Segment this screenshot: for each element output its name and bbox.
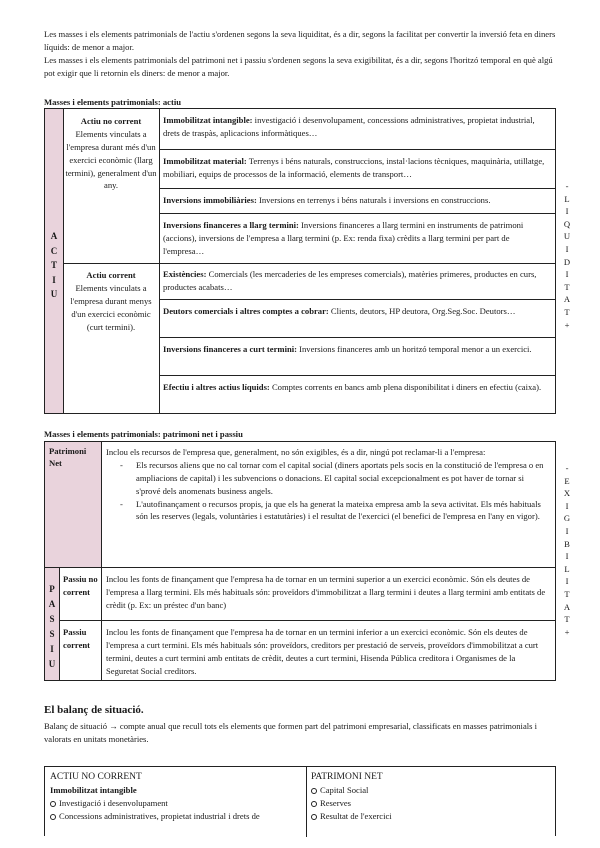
passiu-side-letters: P A S S I U <box>48 584 56 669</box>
actiu-row-immobiliaries: Inversions immobiliàries: Inversions en terrenys i béns naturals i inversions en construccions. <box>163 195 491 205</box>
intro-paragraph-2: Les masses i els elements patrimonials del patrimoni net i passiu s'ordenen segons la seva exigibilitat, és a dir, segons l'horitzó temporal en què algú pot exigir que li retornin els diners: de menor a major. <box>44 54 553 78</box>
balanc-left-item: Investigació i desenvolupament <box>50 797 302 810</box>
balanc-table <box>44 766 556 836</box>
liquiditat-arrow-label: - L I Q U I D I T A T + <box>563 181 571 330</box>
actiu-no-corrent-title: Actiu no corrent <box>80 116 142 126</box>
passiu-no-corrent-title: Passiu no corrent <box>63 574 98 597</box>
patrimoni-net-intro: Inclou els recursos de l'empresa que, generalment, no són exigibles, és a dir, ningú pot reclamar-li a l'empresa: <box>106 447 486 457</box>
actiu-row-intangible: Immobilitzat intangible: investigació i desenvolupament, concessions administratives, propietat industrial, drets de traspàs, aplicacions informàtiques… <box>163 115 535 138</box>
balanc-right-column <box>311 770 551 823</box>
actiu-corrent-title: Actiu corrent <box>86 270 136 280</box>
passiu-table <box>44 441 556 681</box>
passiu-corrent-title: Passiu corrent <box>63 627 91 650</box>
actiu-no-corrent-cell <box>65 115 157 192</box>
actiu-table <box>44 108 556 414</box>
actiu-row-financeres-llarg: Inversions financeres a llarg termini: Inversions financeres a llarg termini en instruments de patrimoni (accions), inversions de l'empresa a llarg termini (p. Ex: renda fixa) crèdits a llarg termini per part de l'empresa… <box>163 220 524 256</box>
patrimoni-net-content <box>106 446 548 523</box>
actiu-side-letters: A C T I U <box>50 231 58 299</box>
balanc-right-item: Resultat de l'exercici <box>311 810 551 823</box>
balanc-description: Balanç de situació → compte anual que recull tots els elements que formen part del patrimoni empresarial, classificats en masses patrimonials i valorats en unitats monetàries. <box>44 721 538 744</box>
balanc-right-title: PATRIMONI NET <box>311 772 383 782</box>
balanc-right-item: Reserves <box>311 797 551 810</box>
actiu-row-deutors: Deutors comercials i altres comptes a cobrar: Clients, deutors, HP deutora, Org.Seg.Soc. Deutors… <box>163 306 516 316</box>
actiu-no-corrent-desc: Elements vinculats a l'empresa durant més d'un exercici econòmic (llarg termini), generalment d'un any. <box>65 128 157 191</box>
patrimoni-net-item: - L'autofinançament o recursos propis, ja que els ha generat la mateixa empresa amb la seva activitat. Els més habituals són les reserves (legals, voluntàries i estatutàries) i el resultat de l'exercici (el benefici de l'empresa en l'any en vigor). <box>120 498 548 524</box>
actiu-row-efectiu: Efectiu i altres actius líquids: Comptes corrents en bancs amb plena disponibilitat i diners en efectiu (caixa). <box>163 382 542 392</box>
passiu-no-corrent-text: Inclou les fonts de finançament que l'empresa ha de tornar en un termini superior a un exercici econòmic. Són els deutes de l'empresa a llarg termini. Els més habituals són: proveïdors d'immobilitzat a llarg termini i deutes a llarg termini amb entitats de crèdit (p. Ex: un préstec d'un banc) <box>106 574 546 610</box>
balanc-left-subtitle: Immobilitzat intangible <box>50 785 137 796</box>
balanc-left-title: ACTIU NO CORRENT <box>50 772 142 782</box>
actiu-corrent-desc: Elements vinculats a l'empresa durant menys d'un exercici econòmic (curt termini). <box>70 282 152 332</box>
balanc-left-column <box>50 770 302 823</box>
balanc-right-item: Capital Social <box>311 784 551 797</box>
exigibilitat-arrow-label: - E X I G I B I L I T A T + <box>563 463 571 637</box>
patrimoni-net-title: Patrimoni Net <box>49 446 87 468</box>
intro-paragraph-1: Les masses i els elements patrimonials de l'actiu s'ordenen segons la seva liquiditat, és a dir, segons la facilitat per convertir la inversió feta en diners líquids: de menor a major. <box>44 29 556 52</box>
balanc-title: El balanç de situació. <box>44 704 144 716</box>
actiu-row-material: Immobilitzat material: Terrenys i béns naturals, construccions, instal·lacions tècniques, maquinària, utillatge, mobiliari, equips de processos de la informació, elements de transport… <box>163 156 545 179</box>
patrimoni-net-item: - Els recursos aliens que no cal tornar com el capital social (diners aportats pels socis en la constitució de l'empresa o en ampliacions de capital) i les subvencions o donacions. El capital social excepcionalment es pot haver de tornar si s'prové dels anomenats business angels. <box>120 459 548 498</box>
passiu-corrent-text: Inclou les fonts de finançament que l'empresa ha de tornar en un termini inferior a un exercici econòmic. Són els deutes de l'empresa a curt termini. Els més habituals són: proveïdors, creditors per prestació de serveis, proveïdors d'immobilitzat a curt termini, deutes a curt termini amb entitats de crèdit, deutes a curt termini, Hisenda Pública creditora i Organismes de la Seguretat Social creditors. <box>106 627 539 676</box>
intro <box>44 28 556 80</box>
passiu-heading: Masses i elements patrimonials: patrimoni net i passiu <box>44 429 243 439</box>
actiu-heading: Masses i elements patrimonials: actiu <box>44 97 182 107</box>
actiu-corrent-cell <box>65 269 157 333</box>
balanc-left-item: Concessions administratives, propietat industrial i drets de <box>50 810 302 823</box>
actiu-row-financeres-curt: Inversions financeres a curt termini: Inversions financeres amb un horitzó temporal menor a un exercici. <box>163 344 532 354</box>
actiu-row-existencies: Existències: Comercials (les mercaderies de les empreses comercials), matèries primeres, productes en curs, productes acabats… <box>163 269 537 292</box>
